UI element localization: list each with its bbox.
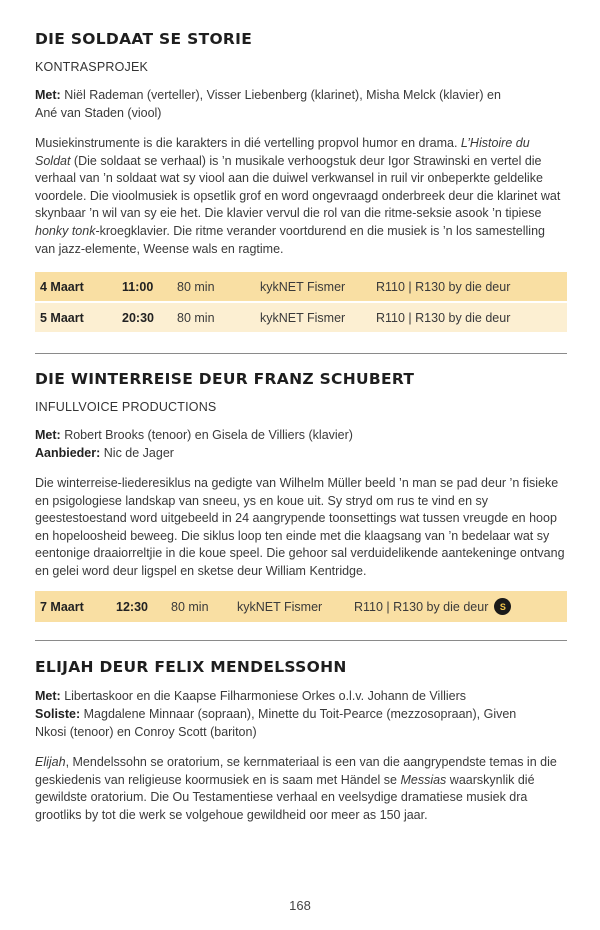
event-description (35, 754, 567, 824)
showtimes-table (35, 591, 567, 622)
credit-text: Libertaskoor en die Kaapse Filharmoniese Orkes o.l.v. Johann de Villiers (64, 689, 467, 703)
showtime-row (35, 591, 567, 622)
section-divider (35, 353, 567, 354)
event-soldaat (35, 30, 567, 258)
section-divider (35, 640, 567, 641)
credit-label: Met: (35, 428, 61, 442)
show-venue: kykNET Fismer (260, 279, 346, 294)
event-elijah (35, 658, 567, 824)
event-winterreise (35, 370, 567, 581)
show-venue: kykNET Fismer (237, 599, 323, 614)
desc-italic: Messias (400, 772, 447, 787)
showtimes-table (35, 272, 567, 332)
show-duration: 80 min (177, 310, 215, 325)
event-company: INFULLVOICE PRODUCTIONS (35, 400, 217, 414)
show-venue: kykNET Fismer (260, 310, 346, 325)
event-company: KONTRASPROJEK (35, 60, 149, 74)
credit-label: Met: (35, 88, 61, 102)
page-number: 168 (289, 898, 311, 913)
showtime-row (35, 272, 567, 301)
event-description (35, 135, 567, 258)
show-duration: 80 min (177, 279, 215, 294)
credit-label: Soliste: (35, 707, 81, 721)
desc-italic: honky tonk (35, 223, 96, 238)
credit-text: Robert Brooks (tenoor) en Gisela de Villiers (klavier) (64, 428, 353, 442)
credit-text: Nic de Jager (103, 446, 174, 460)
desc-text: -kroegklavier. Die ritme verander voortdurend en die musiek is ’n los samestelling van jazz-elemente, Weense wals en ragtime. (35, 223, 545, 256)
show-price: R110 | R130 by die deur (354, 599, 489, 614)
show-time: 11:00 (122, 279, 154, 294)
show-price: R110 | R130 by die deur (376, 310, 511, 325)
event-credits (35, 86, 567, 122)
event-credits (35, 426, 567, 462)
credit-label: Aanbieder: (35, 446, 101, 460)
desc-text: (Die soldaat se verhaal) is ’n musikale verhoogstuk deur Igor Strawinski en vertel die verhaal van ’n soldaat wat sy viool aan die duiwel verkwansel in ruil vir onbeperkte geldelike voordele. Die vioolmusiek is opsetlik grof en word ongevraagd onderbreek deur die klarinet wat skynbaar ’n wil van sy eie het. Die klavier vervul die rol van die ritme-seksie asook ’n tipiese (35, 153, 561, 221)
event-description: Die winterreise-liederesiklus na gedigte van Wilhelm Müller beeld ’n man se pad deur ’n fisieke en psigologiese landskap van sneeu, ys en koue uit. Sy stryd om rus te vind en sy geestestoestand word uitgebeeld in 24 aangrypende toonsettings wat tussen vreugde en hoop en hopeloosheid beweeg. Die siklus loop ten einde met die klaagsang van ’n bedelaar wat sy eentonige draaiorreltjie in die koue speel. Die gehoor sal verduidelikende aantekeninge ontvang en gelei word deur ligspel en sketse deur William Kentridge. (35, 476, 565, 578)
desc-italic: Elijah (35, 755, 66, 769)
student-discount-icon: S (494, 598, 511, 615)
showtime-row (35, 303, 567, 332)
event-title: DIE WINTERREISE DEUR FRANZ SCHUBERT (35, 370, 415, 388)
event-title: DIE SOLDAAT SE STORIE (35, 30, 253, 48)
desc-italic: L’Histoire du Soldat (35, 136, 530, 168)
desc-text: waarskynlik dié gewildste oratorium. Die Ou Testamentiese verhaal en veelsydige dramatiese musiek dra grootliks by tot die werk se volgehoue gewildheid oor meer as 150 jaar. (35, 772, 535, 822)
credit-text: Niël Rademan (verteller), Visser Liebenberg (klarinet), Misha Melck (klavier) en Ané van Staden (viool) (35, 88, 501, 120)
desc-text: Musiekinstrumente is die karakters in dié vertelling propvol humor en drama. (35, 136, 461, 150)
credit-label: Met: (35, 689, 61, 703)
show-time: 20:30 (122, 310, 154, 325)
show-date: 4 Maart (40, 279, 84, 294)
show-time: 12:30 (116, 599, 148, 614)
show-price: R110 | R130 by die deur (376, 279, 511, 294)
show-date: 5 Maart (40, 310, 84, 325)
desc-text: , Mendelssohn se oratorium, se kernmateriaal is een van die aangrypendste temas in die geskiedenis van religieuse koormusiek en is saam met Händel se (35, 755, 557, 787)
event-title: ELIJAH DEUR FELIX MENDELSSOHN (35, 658, 347, 676)
show-duration: 80 min (171, 599, 209, 614)
event-credits (35, 687, 567, 741)
credit-text: Magdalene Minnaar (sopraan), Minette du Toit-Pearce (mezzosopraan), Given Nkosi (tenoor) en Conroy Scott (bariton) (35, 707, 517, 739)
show-date: 7 Maart (40, 599, 84, 614)
